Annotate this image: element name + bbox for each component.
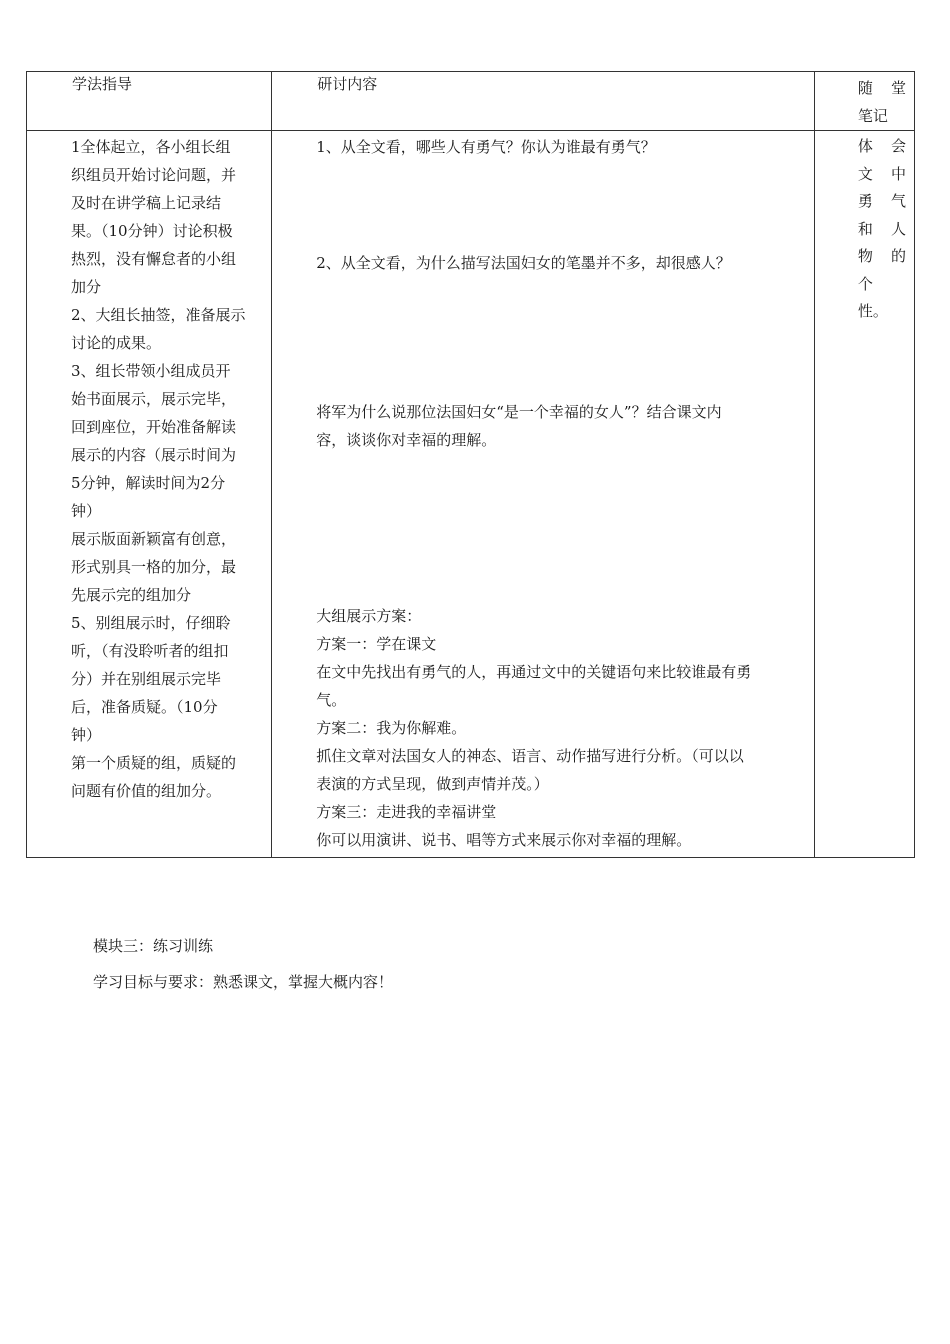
notes-char: 文 [857,164,873,183]
notes-char: 人 [890,219,906,238]
notes-cell [814,131,914,858]
content-text [272,131,814,857]
plan-1-title: 方案一：学在课文 [316,635,437,653]
guide-line: 第一个质疑的组，质疑的 [71,754,237,772]
plan-2-line-1: 抓住文章对法国女人的神态、语言、动作描写进行分析。（可以以 [316,747,744,765]
header-cell-notes [814,72,914,131]
question-1: 1、从全文看，哪些人有勇气？你认为谁最有勇气？ [316,138,656,156]
notes-char: 勇 [857,192,873,210]
guide-line: 回到座位，开始准备解读 [71,418,237,436]
notes-line [858,133,906,161]
guide-line: 始书面展示，展示完毕， [71,390,237,408]
guide-line: 听，（有没聆听者的组扣 [71,642,229,660]
header-content: 研讨内容 [317,75,378,93]
study-table [26,71,915,858]
notes-line [858,298,906,326]
module-goal: 学习目标与要求：熟悉课文，掌握大概内容！ [93,973,394,991]
guide-line: 及时在讲学稿上记录结 [71,194,222,212]
question-3-line-1: 将军为什么说那位法国妇女“是一个幸福的女人”？结合课文内 [316,403,722,421]
notes-char: 个 [857,274,873,293]
plan-3-title: 方案三：走进我的幸福讲堂 [316,803,497,821]
plan-1-line-1: 在文中先找出有勇气的人，再通过文中的关键语句来比较谁最有勇 [316,663,752,681]
guide-line: 问题有价值的组加分。 [71,782,222,800]
guide-line: 钟） [71,502,102,520]
module-title: 模块三：练习训练 [93,937,214,955]
guide-line: 分）并在别组展示完毕 [71,670,222,688]
notes-text [815,131,914,326]
header-cell-guide [27,72,272,131]
plan-3-line-1: 你可以用演讲、说书、唱等方式来展示你对幸福的理解。 [316,831,692,849]
header-guide: 学法指导 [72,75,133,93]
plan-2-line-2: 表演的方式呈现，做到声情并茂。） [316,775,549,793]
guide-line: 先展示完的组加分 [71,586,192,604]
header-cell-content [272,72,815,131]
table-header-row [27,72,915,131]
notes-char: 和 [857,219,873,238]
guide-line: 钟） [71,726,102,744]
plan-title: 大组展示方案： [316,607,422,625]
notes-char: 会 [890,137,906,155]
plan-2-title: 方案二：我为你解难。 [316,719,467,737]
question-3-line-2: 容，谈谈你对幸福的理解。 [316,431,497,449]
guide-line: 形式别具一格的加分，最 [71,558,237,576]
guide-line: 3、组长带领小组成员开 [71,362,231,380]
content-cell [272,131,815,858]
notes-line [858,216,906,244]
guide-line: 织组员开始讨论问题，并 [71,166,237,184]
table-body-row [27,131,915,858]
question-2: 2、从全文看，为什么描写法国妇女的笔墨并不多，却很感人？ [316,254,731,272]
notes-char: 气 [890,192,906,210]
notes-char: 的 [890,247,906,265]
guide-line: 后，准备质疑。（10分 [71,698,218,716]
notes-char: 性。 [857,302,888,320]
guide-text [27,131,271,805]
guide-line: 2、大组长抽签，准备展示 [71,306,246,324]
header-notes [815,72,914,130]
notes-char: 物 [857,247,873,265]
notes-char: 体 [857,137,873,155]
notes-line [858,161,906,189]
guide-line: 讨论的成果。 [71,334,162,352]
guide-line: 热烈，没有懈怠者的小组 [71,250,237,268]
notes-line [858,271,906,299]
notes-char: 中 [890,164,906,183]
header-notes-char-2: 堂 [890,79,906,97]
guide-line: 展示版面新颖富有创意， [71,530,237,548]
guide-line: 1全体起立，各小组长组 [71,138,231,156]
guide-line: 5分钟，解读时间为2分 [71,474,226,492]
header-notes-char-1: 随 [857,79,873,97]
guide-line: 果。（10分钟）讨论积极 [71,222,233,240]
guide-line: 5、别组展示时，仔细聆 [71,614,231,632]
guide-line: 加分 [71,278,102,296]
header-notes-line-2: 笔记 [857,107,888,125]
notes-line [858,188,906,216]
plan-1-line-2: 气。 [316,691,347,709]
guide-cell [27,131,272,858]
notes-line [858,243,906,271]
guide-line: 展示的内容（展示时间为 [71,446,237,464]
